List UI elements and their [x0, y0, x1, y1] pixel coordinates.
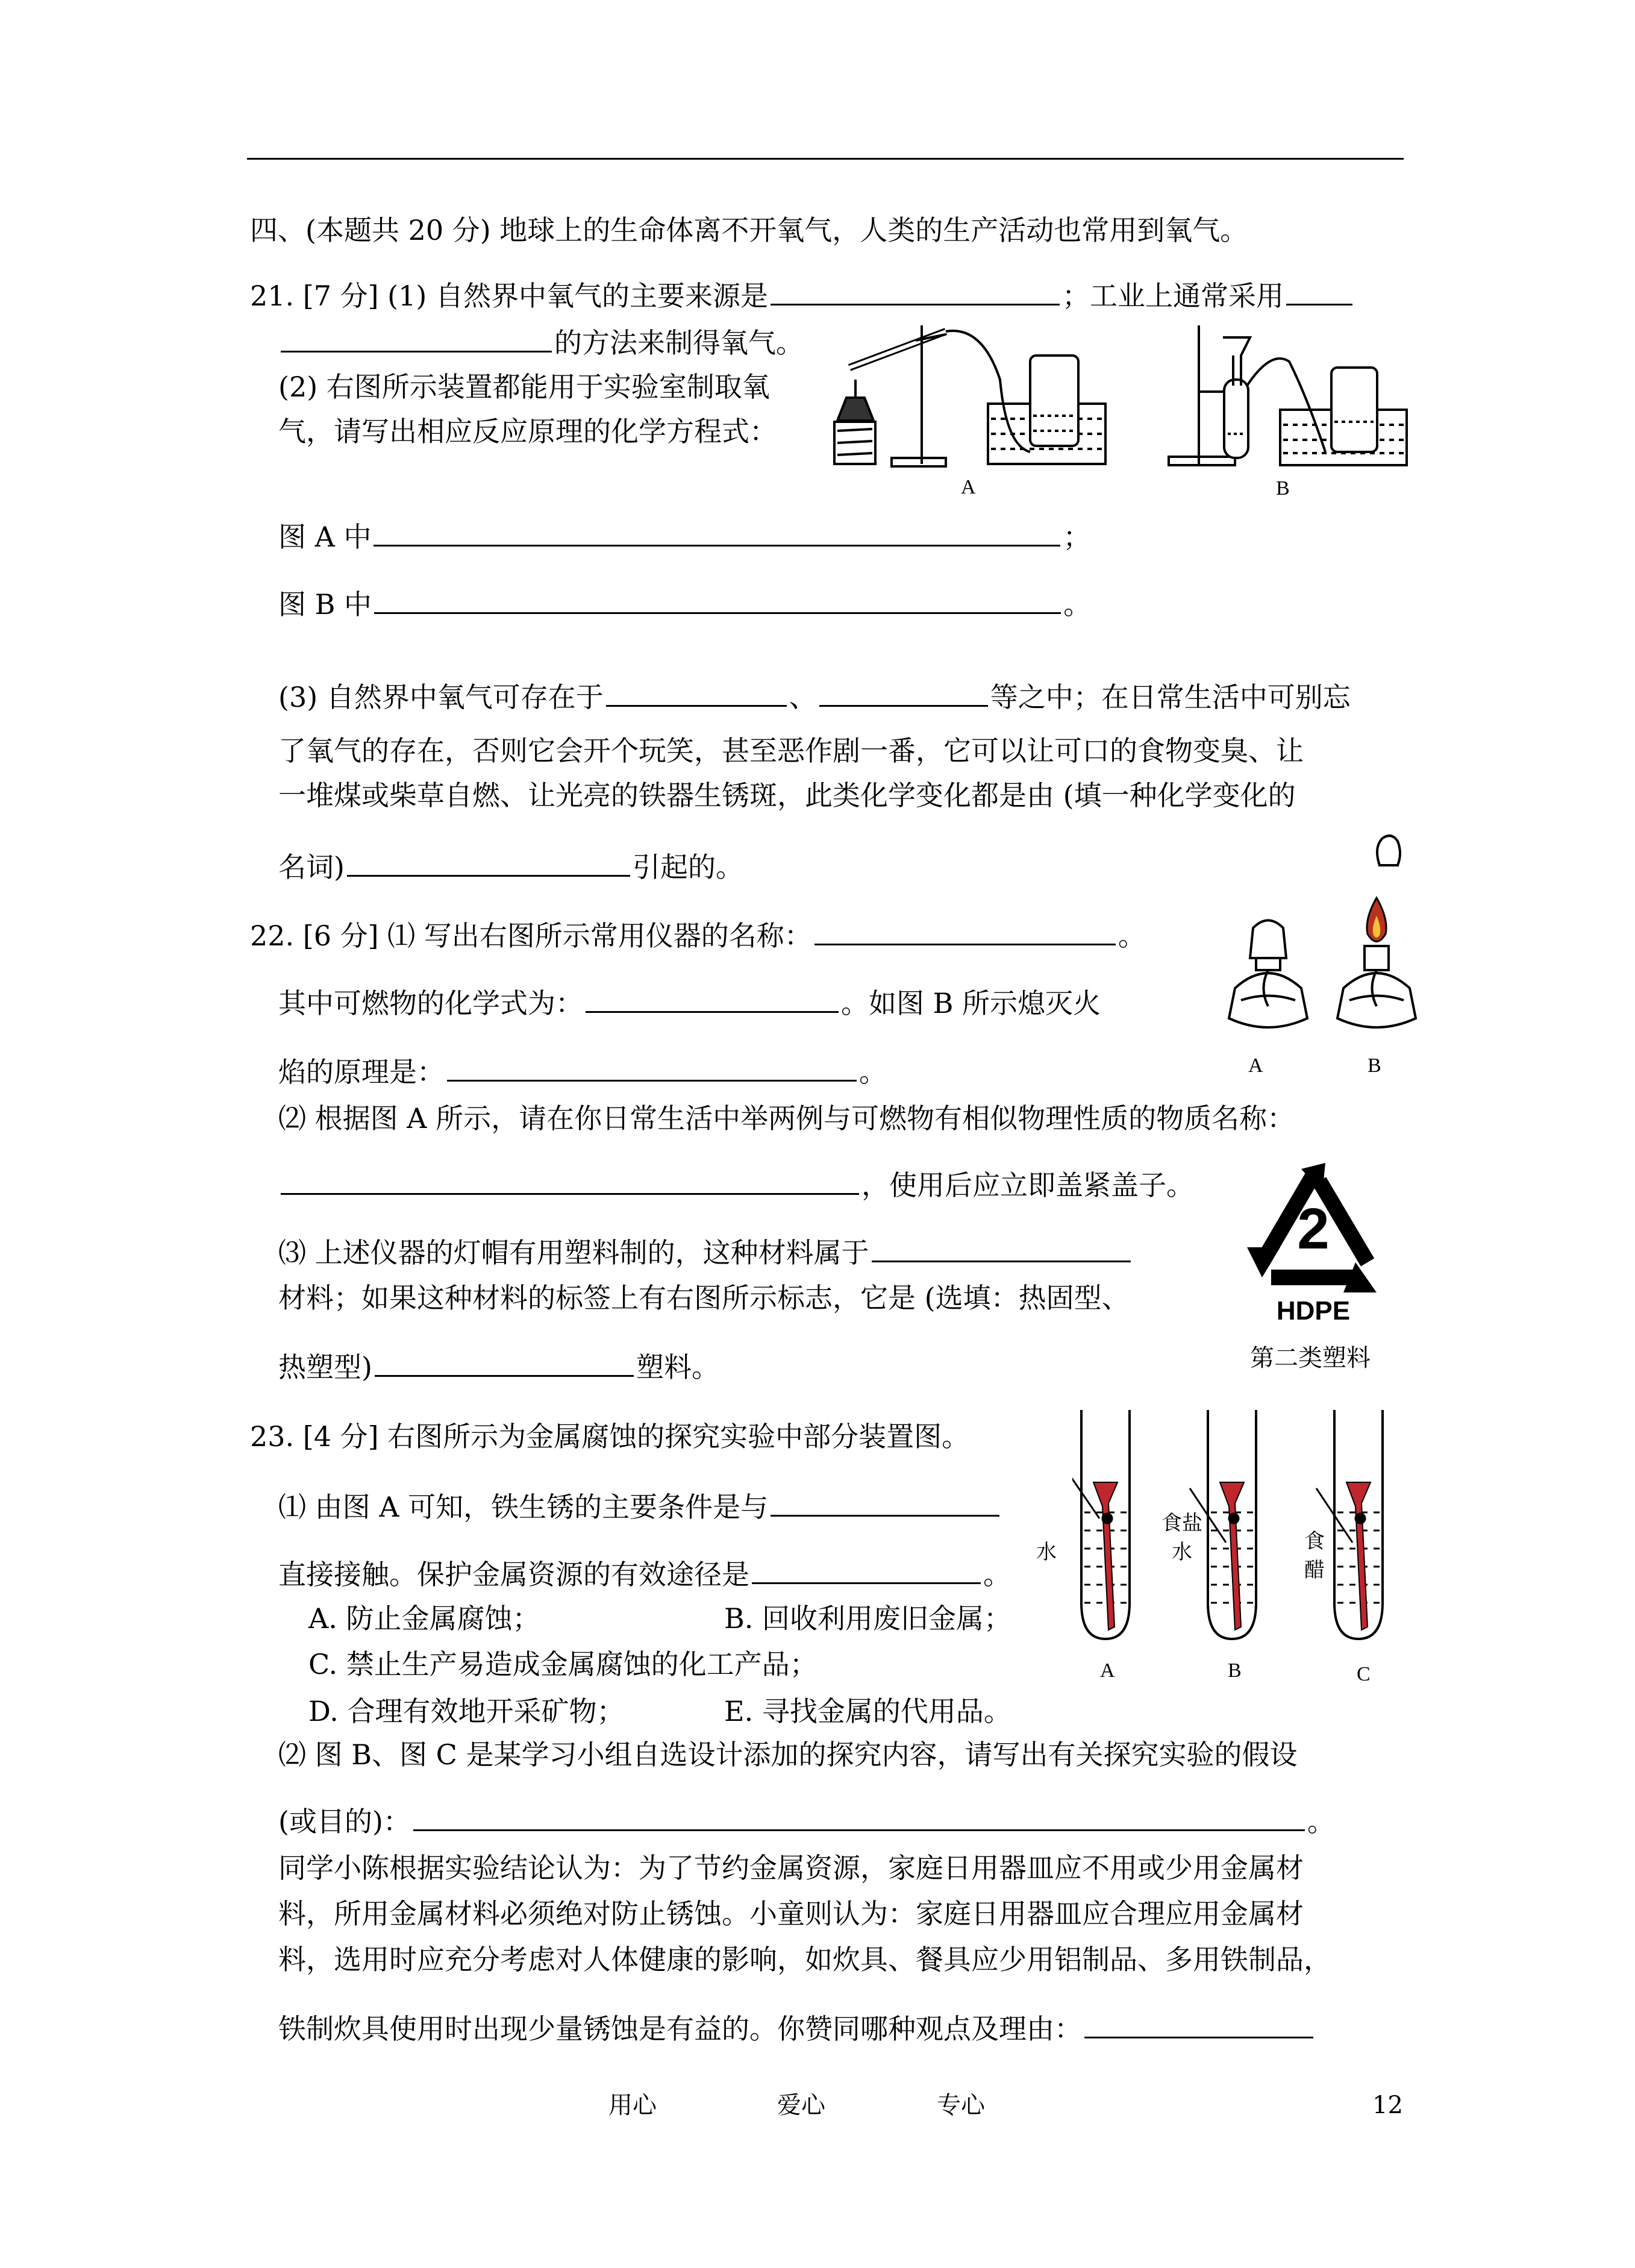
q22-blank-formula[interactable]: [586, 983, 839, 1013]
q22-line5: [278, 1165, 1194, 1203]
q23-line3: [278, 1555, 1011, 1593]
tube-b-liquid-label1: 食盐: [1161, 1512, 1202, 1535]
q23-optE: E. 寻找金属的代用品。: [724, 1695, 1011, 1728]
tube-b-liquid-label2: 水: [1172, 1541, 1192, 1564]
q23-l5b: 。: [1307, 1805, 1335, 1838]
q23-line6: 同学小陈根据实验结论认为：为了节约金属资源，家庭日用器皿应不用或少用金属材: [278, 1852, 1304, 1884]
q22-line8: [278, 1347, 719, 1385]
page-number: 12: [1372, 2091, 1403, 2119]
q21-figB-end: 。: [1063, 588, 1092, 621]
q23-optB: B. 回收利用废旧金属；: [724, 1602, 1012, 1635]
q21-l1b: ；工业上通常采用: [1061, 280, 1284, 312]
q23-blank-opinion[interactable]: [1084, 2009, 1313, 2038]
q22-l5: ，使用后应立即盖紧盖子。: [861, 1169, 1194, 1201]
q21-l8b: 引起的。: [632, 851, 743, 883]
q23-optD: D. 合理有效地开采矿物；: [308, 1695, 625, 1728]
recycle-code: HDPE: [1276, 1296, 1351, 1326]
q21-figA-line: [278, 517, 1090, 555]
recycle-number: 2: [1297, 1197, 1330, 1261]
recycle-hdpe-icon: [1235, 1157, 1392, 1338]
q23-l3b: 。: [983, 1558, 1011, 1591]
q22-line3: [278, 1052, 887, 1090]
tube-c-liquid-label2: 醋: [1304, 1559, 1325, 1582]
q23-line8: 料，选用时应充分考虑对人体健康的影响，如炊具、餐具应少用铝制品、多用铁制品，: [278, 1943, 1331, 1976]
q21-l5a: (3) 自然界中氧气可存在于: [278, 681, 604, 713]
q22-blank-examples[interactable]: [281, 1165, 859, 1195]
q21-line4: 气，请写出相应反应原理的化学方程式：: [278, 415, 777, 448]
footer-word-1: 用心: [608, 2091, 657, 2119]
q21-l5c: 等之中；在日常生活中可别忘: [990, 681, 1351, 713]
section-title: 四、(本题共 20 分) 地球上的生命体离不开氧气，人类的生产活动也常用到氧气。: [250, 214, 1248, 246]
q23-blank-ways[interactable]: [752, 1555, 981, 1584]
q21-figA-end: ；: [1063, 521, 1091, 553]
q21-blank-figB[interactable]: [374, 584, 1061, 614]
footer-word-3: 专心: [937, 2091, 985, 2119]
tube-c-label: C: [1357, 1663, 1371, 1685]
apparatus-a-label: A: [961, 476, 976, 498]
q22-blank-principle[interactable]: [447, 1052, 857, 1082]
q22-blank-type[interactable]: [375, 1347, 634, 1377]
q22-l8a: 热塑型): [278, 1351, 372, 1383]
q21-l1a: 21. [7 分] (1) 自然界中氧气的主要来源是: [250, 280, 768, 312]
q22-l8b: 塑料。: [636, 1351, 719, 1383]
q21-blank-air[interactable]: [606, 677, 787, 707]
recycle-caption: 第二类塑料: [1250, 1344, 1371, 1371]
q23-line4: ⑵ 图 B、图 C 是某学习小组自选设计添加的探究内容，请写出有关探究实验的假设: [278, 1738, 1298, 1771]
q22-blank-name[interactable]: [814, 916, 1116, 945]
q21-figA-label: 图 A 中: [278, 521, 372, 553]
header-rule: [247, 158, 1404, 160]
q22-line6: [278, 1233, 1133, 1271]
q23-blank-hypothesis[interactable]: [413, 1802, 1305, 1831]
q23-line2: [278, 1487, 1002, 1525]
tube-a-liquid-label: 水: [1036, 1541, 1057, 1564]
lamp-a-label: A: [1248, 1054, 1263, 1077]
q21-l5b: 、: [789, 681, 817, 713]
q21-line7: 一堆煤或柴草自燃、让光亮的铁器生锈斑，此类化学变化都是由 (填一种化学变化的: [278, 779, 1296, 812]
q23-l3a: 直接接触。保护金属资源的有效途径是: [278, 1558, 749, 1591]
q21-line8: [278, 847, 743, 885]
q22-line2: [278, 983, 1101, 1021]
q23-line7: 料，所用金属材料必须绝对防止锈蚀。小童则认为：家庭日用器皿应合理应用金属材: [278, 1897, 1304, 1930]
q21-blank3[interactable]: [281, 323, 552, 352]
q21-blank-figA[interactable]: [374, 517, 1060, 547]
q21-blank2[interactable]: [1286, 276, 1352, 305]
q21-l2: 的方法来制得氧气。: [554, 327, 804, 359]
q21-blank-oxidation[interactable]: [347, 847, 630, 877]
q21-blank1[interactable]: [771, 276, 1060, 305]
q21-figB-line: [278, 584, 1091, 622]
q21-figB-label: 图 B 中: [278, 588, 372, 621]
q21-line1: [250, 276, 1355, 314]
q23-line5: [278, 1802, 1335, 1840]
q23-l9: 铁制炊具使用时出现少量锈蚀是有益的。你赞同哪种观点及理由：: [278, 2013, 1082, 2045]
q22-l3b: 。: [859, 1056, 887, 1088]
q22-l2a: 其中可燃物的化学式为：: [278, 987, 583, 1020]
footer-word-2: 爱心: [777, 2091, 825, 2119]
q23-blank-condition[interactable]: [771, 1487, 999, 1517]
q22-l3a: 焰的原理是：: [278, 1056, 445, 1088]
tube-b-label: B: [1228, 1659, 1242, 1682]
q22-line1: [250, 916, 1146, 954]
q23-optC: C. 禁止生产易造成金属腐蚀的化工产品；: [308, 1648, 818, 1681]
q23-line9: [278, 2009, 1316, 2047]
q21-l8a: 名词): [278, 851, 345, 883]
q23-optA: A. 防止金属腐蚀；: [308, 1602, 540, 1635]
test-tubes-figure: [1072, 1398, 1422, 1657]
alcohol-lamp-a-figure: [1223, 916, 1313, 1036]
q22-blank-material[interactable]: [872, 1233, 1131, 1262]
q23-l5a: (或目的)：: [278, 1805, 411, 1838]
q21-blank-water[interactable]: [819, 677, 988, 707]
q23-l2: ⑴ 由图 A 可知，铁生锈的主要条件是与: [278, 1491, 769, 1523]
apparatus-b-figure: [1151, 313, 1416, 476]
q21-line3: (2) 右图所示装置都能用于实验室制取氧: [278, 371, 770, 403]
q23-line1: 23. [4 分] 右图所示为金属腐蚀的探究实验中部分装置图。: [250, 1420, 970, 1453]
q22-l6a: ⑶ 上述仪器的灯帽有用塑料制的，这种材料属于: [278, 1236, 869, 1269]
tube-c-liquid-label1: 食: [1304, 1530, 1325, 1553]
tube-a-label: A: [1100, 1659, 1115, 1682]
lamp-cap-icon: [1368, 829, 1410, 871]
q21-line5: [278, 677, 1351, 715]
q22-l1b: 。: [1118, 919, 1146, 952]
q22-l1a: 22. [6 分] ⑴ 写出右图所示常用仪器的名称：: [250, 919, 812, 952]
apparatus-a-figure: [825, 313, 1114, 476]
q22-l2b: 。如图 B 所示熄灭火: [841, 987, 1101, 1020]
lamp-b-label: B: [1368, 1054, 1381, 1077]
q21-line6: 了氧气的存在，否则它会开个玩笑，甚至恶作剧一番，它可以让可口的食物变臭、让: [278, 735, 1304, 767]
q21-line2: [278, 323, 804, 361]
q22-line4: ⑵ 根据图 A 所示，请在你日常生活中举两例与可燃物有相似物理性质的物质名称：: [278, 1102, 1295, 1135]
q22-line7: 材料；如果这种材料的标签上有右图所示标志，它是 (选填：热固型、: [278, 1282, 1130, 1314]
apparatus-b-label: B: [1276, 477, 1290, 500]
alcohol-lamp-b-figure: [1331, 892, 1422, 1036]
